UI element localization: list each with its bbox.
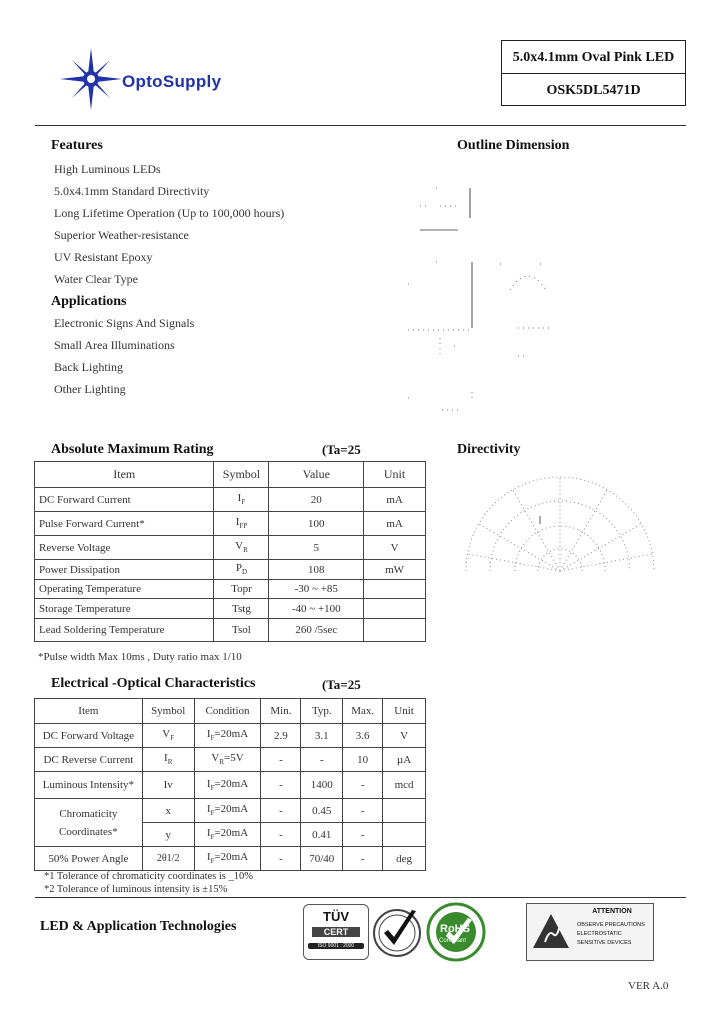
table-cell: 0.41 xyxy=(301,823,343,847)
col-header: Condition xyxy=(194,699,261,724)
product-title: 5.0x4.1mm Oval Pink LED xyxy=(502,41,685,74)
col-header: Item xyxy=(35,699,143,724)
list-item: Small Area Illuminations xyxy=(54,338,175,352)
abs-max-condition: (Ta=25 xyxy=(322,442,361,457)
table-cell: mcd xyxy=(383,772,426,799)
company-name: LED & Application Technologies xyxy=(40,919,237,934)
outline-heading: Outline Dimension xyxy=(457,138,570,153)
symbol-text: I xyxy=(164,752,168,765)
table-cell: Chromaticity Coordinates* xyxy=(35,799,143,847)
table-cell xyxy=(194,823,261,847)
table-cell: DC Forward Current xyxy=(35,488,214,512)
abs-max-note: *Pulse width Max 10ms , Duty ratio max 1/10 xyxy=(38,651,242,663)
directivity-chart xyxy=(460,466,660,576)
rohs-logo xyxy=(426,902,486,962)
table-cell: -40 ~ +100 xyxy=(269,599,364,619)
table-cell xyxy=(142,748,194,772)
table-cell: Operating Temperature xyxy=(35,580,214,599)
esd-warning-icon xyxy=(531,912,571,952)
cond-sub: F xyxy=(210,784,215,793)
cond-sub: R xyxy=(219,758,225,767)
cond-text: =20mA xyxy=(214,728,249,741)
table-cell: 2.9 xyxy=(261,724,301,748)
table-cell: 260 /5sec xyxy=(269,619,364,642)
table-cell: 0.45 xyxy=(301,799,343,823)
table-row xyxy=(35,599,426,619)
symbol-text: V xyxy=(162,728,171,741)
table-row xyxy=(35,847,426,871)
abs-max-heading: Absolute Maximum Rating xyxy=(51,442,214,457)
eo-note-1: *1 Tolerance of chromaticity coordinates is _10% xyxy=(44,871,254,882)
table-row xyxy=(35,580,426,599)
table-cell: DC Forward Voltage xyxy=(35,724,143,748)
list-item: Water Clear Type xyxy=(54,272,138,286)
table-cell: - xyxy=(343,799,383,823)
table-cell xyxy=(364,580,426,599)
table-cell: Pulse Forward Current* xyxy=(35,512,214,536)
brand-logo xyxy=(60,48,280,110)
table-cell: - xyxy=(261,847,301,871)
table-cell: Power Dissipation xyxy=(35,560,214,580)
col-header: Typ. xyxy=(301,699,343,724)
table-cell xyxy=(194,799,261,823)
table-cell: Lead Soldering Temperature xyxy=(35,619,214,642)
cond-text: =20mA xyxy=(214,777,249,790)
list-item: Superior Weather-resistance xyxy=(54,228,189,242)
table-cell: DC Reverse Current xyxy=(35,748,143,772)
table-cell: Tstg xyxy=(214,599,269,619)
rohs-text: RoHS xyxy=(440,923,470,935)
quality-check-seal-icon xyxy=(370,905,424,959)
table-cell: -30 ~ +85 xyxy=(269,580,364,599)
abs-max-table xyxy=(34,461,426,642)
table-cell: Storage Temperature xyxy=(35,599,214,619)
col-header: Symbol xyxy=(142,699,194,724)
col-header: Item xyxy=(35,462,214,488)
table-cell xyxy=(214,536,269,560)
table-row xyxy=(35,724,426,748)
col-header: Unit xyxy=(364,462,426,488)
cert-text: CERT xyxy=(312,927,360,937)
table-cell: µA xyxy=(383,748,426,772)
symbol-sub: FP xyxy=(239,522,248,531)
rohs-compliant-text: Compliant xyxy=(439,938,467,944)
iso-text: ISO 9001 : 2000 xyxy=(308,943,364,949)
brand-name: OptoSupply xyxy=(122,72,222,91)
table-row xyxy=(35,799,426,823)
table-row xyxy=(35,488,426,512)
table-cell: V xyxy=(364,536,426,560)
table-cell: y xyxy=(142,823,194,847)
table-cell xyxy=(364,599,426,619)
table-cell xyxy=(214,488,269,512)
symbol-sub: D xyxy=(241,568,248,577)
col-header: Min. xyxy=(261,699,301,724)
esd-line: ELECTROSTATIC xyxy=(577,931,622,937)
cond-text: =20mA xyxy=(214,803,249,816)
eo-table xyxy=(34,698,426,871)
cond-sub: F xyxy=(210,857,215,866)
features-list xyxy=(54,162,284,294)
cond-text: =20mA xyxy=(214,851,249,864)
table-cell: 20 xyxy=(269,488,364,512)
directivity-heading: Directivity xyxy=(457,442,521,457)
table-cell: x xyxy=(142,799,194,823)
applications-heading: Applications xyxy=(51,294,127,309)
applications-list xyxy=(54,316,194,404)
part-number: OSK5DL5471D xyxy=(546,83,641,98)
table-cell xyxy=(383,823,426,847)
cond-sub: F xyxy=(210,833,215,842)
table-cell xyxy=(383,799,426,823)
table-cell xyxy=(194,772,261,799)
table-cell: 3.1 xyxy=(301,724,343,748)
table-cell: V xyxy=(383,724,426,748)
features-heading: Features xyxy=(51,138,103,153)
table-cell: - xyxy=(261,748,301,772)
esd-line: SENSITIVE DEVICES xyxy=(577,940,632,946)
table-cell: - xyxy=(343,847,383,871)
cond-text: =5V xyxy=(224,752,244,765)
list-item: Other Lighting xyxy=(54,382,126,396)
cond-text: I xyxy=(206,851,211,864)
tuv-text: TÜV xyxy=(323,909,349,924)
esd-attention-label xyxy=(526,903,654,961)
table-cell: mW xyxy=(364,560,426,580)
version-label: VER A.0 xyxy=(628,980,669,992)
table-row xyxy=(35,748,426,772)
table-cell: deg xyxy=(383,847,426,871)
table-cell: 2θ1/2 xyxy=(142,847,194,871)
table-row xyxy=(35,619,426,642)
esd-line: OBSERVE PRECAUTIONS xyxy=(577,922,645,928)
cond-sub: F xyxy=(210,809,215,818)
table-row xyxy=(35,772,426,799)
star-logo-icon xyxy=(60,48,122,110)
table-cell xyxy=(214,512,269,536)
table-cell: Iv xyxy=(142,772,194,799)
symbol-text: I xyxy=(235,516,240,529)
list-item: Back Lighting xyxy=(54,360,123,374)
cond-text: =20mA xyxy=(214,827,249,840)
cond-text: V xyxy=(211,752,220,765)
list-item: 5.0x4.1mm Standard Directivity xyxy=(54,184,210,198)
cond-text: I xyxy=(206,827,211,840)
table-cell xyxy=(194,847,261,871)
table-cell: - xyxy=(261,772,301,799)
symbol-sub: R xyxy=(167,758,173,767)
eo-condition: (Ta=25 xyxy=(322,677,361,692)
table-cell xyxy=(142,724,194,748)
table-cell: Reverse Voltage xyxy=(35,536,214,560)
table-cell: 108 xyxy=(269,560,364,580)
table-cell: 50% Power Angle xyxy=(35,847,143,871)
list-item: High Luminous LEDs xyxy=(54,162,161,176)
symbol-text: I xyxy=(237,492,242,505)
table-row xyxy=(35,560,426,580)
list-item: Electronic Signs And Signals xyxy=(54,316,195,330)
table-cell xyxy=(194,748,261,772)
col-header: Value xyxy=(269,462,364,488)
table-cell: Luminous Intensity* xyxy=(35,772,143,799)
table-cell: - xyxy=(343,772,383,799)
table-cell xyxy=(214,560,269,580)
table-cell: 70/40 xyxy=(301,847,343,871)
cond-text: I xyxy=(206,803,211,816)
symbol-sub: R xyxy=(243,546,248,555)
table-cell: Tsol xyxy=(214,619,269,642)
table-cell: mA xyxy=(364,488,426,512)
table-cell: 3.6 xyxy=(343,724,383,748)
table-cell: 1400 xyxy=(301,772,343,799)
table-cell: 5 xyxy=(269,536,364,560)
symbol-text: V xyxy=(235,540,244,553)
cond-sub: F xyxy=(210,734,215,743)
esd-title: ATTENTION xyxy=(592,908,632,915)
outline-drawing xyxy=(400,178,580,418)
header-divider xyxy=(35,125,686,126)
col-header: Unit xyxy=(383,699,426,724)
list-item: UV Resistant Epoxy xyxy=(54,250,153,264)
table-cell xyxy=(364,619,426,642)
eo-note-2: *2 Tolerance of luminous intensity is ±15% xyxy=(44,884,228,895)
table-cell: - xyxy=(261,823,301,847)
table-cell: 100 xyxy=(269,512,364,536)
tuv-cert-logo xyxy=(303,904,369,960)
cond-text: I xyxy=(206,728,211,741)
title-box xyxy=(501,40,686,106)
table-row xyxy=(35,512,426,536)
table-row xyxy=(35,536,426,560)
symbol-sub: F xyxy=(170,734,175,743)
eo-heading: Electrical -Optical Characteristics xyxy=(51,676,256,691)
table-cell xyxy=(194,724,261,748)
symbol-text: P xyxy=(235,562,242,575)
table-cell: - xyxy=(301,748,343,772)
table-cell: Topr xyxy=(214,580,269,599)
cond-text: I xyxy=(206,777,211,790)
table-cell: mA xyxy=(364,512,426,536)
col-header: Max. xyxy=(343,699,383,724)
list-item: Long Lifetime Operation (Up to 100,000 hours) xyxy=(54,206,285,220)
footer-divider xyxy=(35,897,686,898)
table-cell: 10 xyxy=(343,748,383,772)
symbol-sub: F xyxy=(241,498,246,507)
table-cell: - xyxy=(261,799,301,823)
col-header: Symbol xyxy=(214,462,269,488)
table-cell: - xyxy=(343,823,383,847)
